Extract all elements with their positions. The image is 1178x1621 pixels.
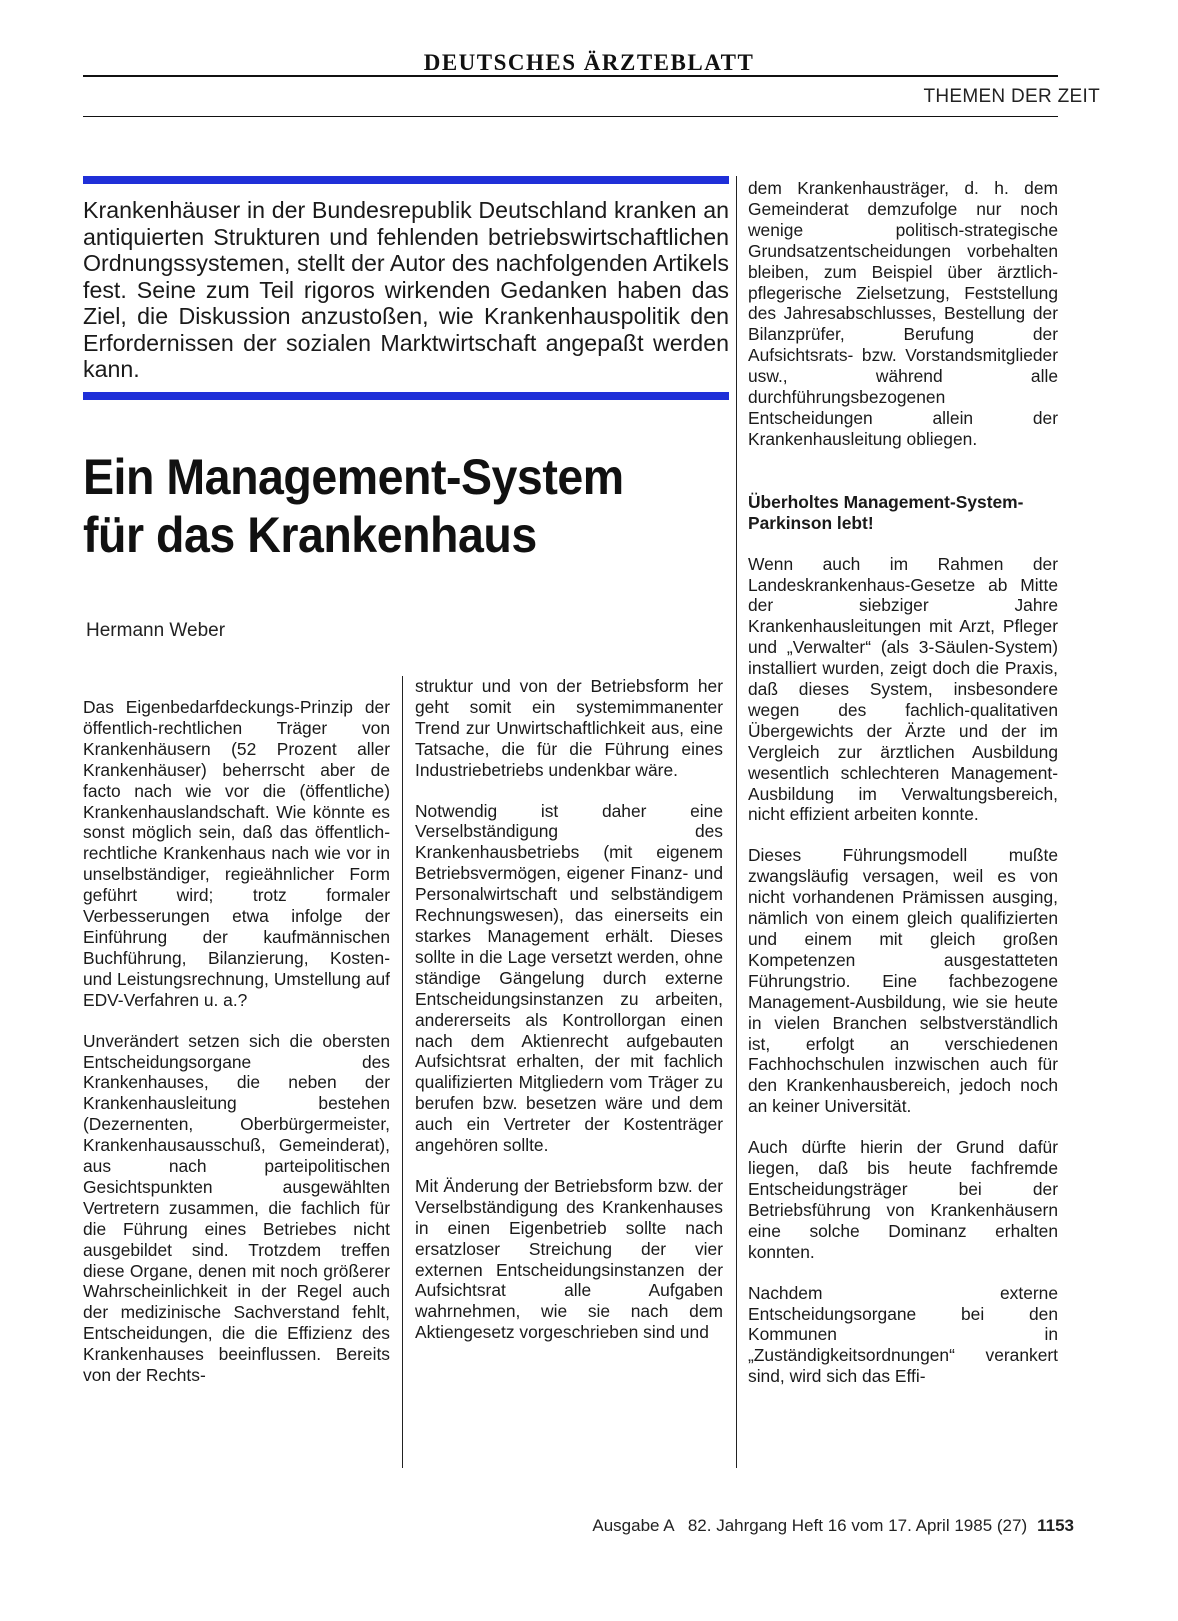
paragraph: struktur und von der Betriebsform her geht somit ein systemimmanenter Trend zur Unwirtschaftlichkeit aus, eine Tatsache, die für die Führung eines Industriebetriebs undenkbar wäre. [415, 676, 723, 780]
column-3 [748, 178, 1058, 1407]
paragraph: Notwendig ist daher eine Verselbständigung des Krankenhausbetriebs (mit eigenem Betriebsvermögen, eigener Finanz- und Personalwirtschaft und selbständigem Rechnungswesen), das einerseits ein starkes Management erhält. Dieses sollte in die Lage versetzt werden, ohne ständige Gängelung durch externe Entscheidungsinstanzen zu arbeiten, andererseits als Kontrollorgan einen nach dem Aktienrecht aufgebauten Aufsichtsrat erhalten, der mit fachlich qualifizierten Mitgliedern vom Träger zu berufen bzw. besetzen wäre und dem auch ein Vertreter der Kostenträger angehören sollte. [415, 800, 723, 1156]
page-number: 1153 [1037, 1516, 1074, 1535]
subheading: Überholtes Management-System-Parkinson lebt! [748, 491, 1024, 533]
lead-top-bar [83, 176, 729, 184]
paragraph: dem Krankenhausträger, d. h. dem Gemeinderat demzufolge nur noch wenige politisch-strategische Grundsatzentscheidungen vorbehalten bleiben, zum Beispiel über ärztlich-pflegerische Zielsetzung, Feststellung des Jahresabschlusses, Bestellung der Bilanzprüfer, Berufung der Aufsichtsrats- bzw. Vorstandsmitglieder usw., während alle durchführungsbezogenen Entscheidungen allein der Krankenhausleitung obliegen. [748, 178, 1058, 449]
paragraph: Dieses Führungsmodell mußte zwangsläufig versagen, weil es von nicht vorhandenen Prämissen ausging, nämlich von einem gleich qualifizierten und einem mit gleich großen Kompetenzen ausgestatteten Führungstrio. Eine fachbezogene Management-Ausbildung, wie sie heute in vielen Branchen selbstverständlich ist, erfolgt an verschiedenen Fachhochschulen inzwischen auch für den Krankenhausbereich, jedoch noch an keiner Universität. [748, 845, 1058, 1117]
section-label: THEMEN DER ZEIT [923, 86, 1100, 107]
column-1 [83, 697, 390, 1406]
article-title-line-1: Ein Management-System [83, 449, 624, 505]
paragraph: Mit Änderung der Betriebsform bzw. der Verselbständigung des Krankenhauses in einen Eigenbetrieb sollte nach ersatzloser Streichung der vier externen Entscheidungsinstanzen der Aufsichtsrat alle Aufgaben wahrnehmen, wie sie nach dem Aktiengesetz vorgeschrieben sind und [415, 1175, 723, 1343]
page-footer [0, 1516, 1074, 1536]
paragraph: Wenn auch im Rahmen der Landeskrankenhaus-Gesetze ab Mitte der siebziger Jahre Krankenhausleitungen mit Arzt, Pfleger und „Verwalter“ (als 3-Säulen-System) installiert wurden, zeigt doch die Praxis, daß dieses System, insbesondere wegen des fachlich-qualitativen Übergewichts der Ärzte und der im Vergleich zur ärztlichen Ausbildung wesentlich schlechteren Management-Ausbildung im Verwaltungsbereich, nicht effizient arbeiten konnte. [748, 553, 1058, 825]
lead-bottom-bar [83, 392, 729, 400]
column-2 [415, 676, 723, 1363]
paragraph: Auch dürfte hierin der Grund dafür liegen, daß bis heute fachfremde Entscheidungsträger bei der Betriebsführung von Krankenhäusern eine solche Dominanz erhalten konnten. [748, 1137, 1058, 1262]
author: Hermann Weber [86, 620, 226, 641]
lead-text: Krankenhäuser in der Bundesrepublik Deutschland kranken an antiquierten Strukturen und fehlenden betriebswirtschaftlichen Ordnungssystemen, stellt der Autor des nachfolgenden Artikels fest. Seine zum Teil rigoros wirkenden Gedanken haben das Ziel, die Diskussion anzustoßen, wie Krankenhauspolitik den Erfordernissen der sozialen Marktwirtschaft angepaßt werden kann. [83, 197, 729, 382]
paragraph: Nachdem externe Entscheidungsorgane bei den Kommunen in „Zuständigkeitsordnungen“ verankert sind, wird sich das Effi- [748, 1282, 1058, 1387]
paragraph: Unverändert setzen sich die obersten Entscheidungsorgane des Krankenhauses, die neben der Krankenhausleitung bestehen (Dezernenten, Oberbürgermeister, Krankenhausausschuß, Gemeinderat), aus nach parteipolitischen Gesichtspunkten ausgewählten Vertretern zusammen, die fachlich für die Führung eines Betriebes nicht ausgebildet sind. Trotzdem treffen diese Organe, denen mit noch größerer Wahrscheinlichkeit in der Regel auch der medizinische Sachverstand fehlt, Entscheidungen, die die Effizienz des Krankenhauses beeinflussen. Bereits von der Rechts- [83, 1030, 390, 1386]
article-title-line-2: für das Krankenhaus [83, 507, 537, 563]
masthead-rule [83, 75, 1058, 77]
header-rule [83, 116, 1058, 117]
issue-info: Ausgabe A 82. Jahrgang Heft 16 vom 17. April 1985 (27) [592, 1516, 1028, 1535]
lead-paragraph [83, 197, 729, 383]
column-divider [402, 676, 403, 1468]
masthead: DEUTSCHES ÄRZTEBLATT [423, 50, 755, 75]
column-divider [736, 176, 737, 1468]
paragraph: Das Eigenbedarfdeckungs-Prinzip der öffentlich-rechtlichen Träger von Krankenhäusern (52 Prozent aller Krankenhäuser) beherrscht aber de facto nach wie vor die (öffentliche) Krankenhauslandschaft. Wie könnte es sonst möglich sein, daß das öffentlich-rechtliche Krankenhaus nach wie vor in unselbständiger, regieähnlicher Form geführt wird; trotz formaler Verbesserungen etwa infolge der Einführung der kaufmännischen Buchführung, Bilanzierung, Kosten- und Leistungsrechnung, Umstellung auf EDV-Verfahren u. a.? [83, 697, 390, 1010]
article-title [83, 448, 697, 564]
